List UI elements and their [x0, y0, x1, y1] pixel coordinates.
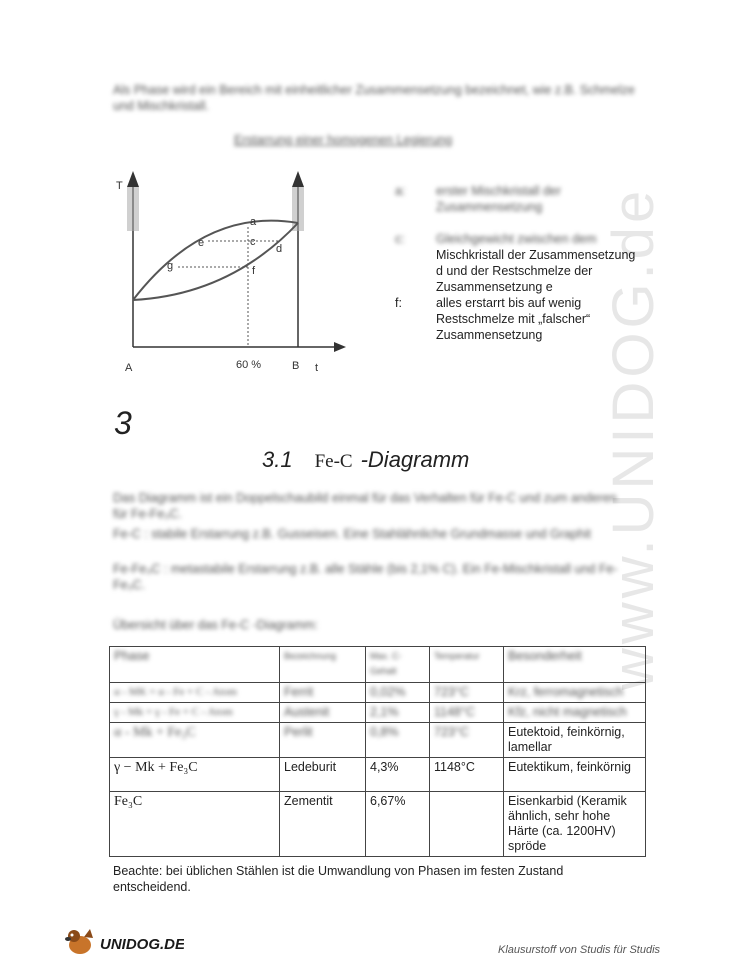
- solidus-curve: [133, 223, 298, 300]
- header-carbon: Max. C-Gehalt: [366, 647, 430, 683]
- body-paragraph-3: Fe-Fe₃C : metastabile Erstarrung z.B. alle Stähle (bis 2,1% C). Ein Fe-Mischkristall und Fe-Fe₃C.: [113, 562, 618, 592]
- right-axis-arrow: [292, 171, 304, 187]
- legend-f-key: f:: [395, 296, 402, 310]
- cell-phase: γ − Mk + Fe₃C: [110, 758, 280, 792]
- footer-tagline: Klausurstoff von Studis für Studis: [498, 944, 661, 956]
- cell-temperature: 723°C: [430, 723, 504, 758]
- cell-carbon: 6,67%: [366, 792, 430, 857]
- dog-logo-icon: [64, 925, 184, 959]
- section-number: 3.1: [262, 447, 293, 472]
- watermark: www.UNIDOG.de: [601, 186, 666, 690]
- liquidus-curve: [133, 221, 298, 300]
- left-axis-shadow: [127, 187, 139, 231]
- cell-phase: α - Mk + Fe₃C: [110, 723, 280, 758]
- cell-feature: Kfz, nicht magnetisch: [504, 703, 646, 723]
- legend-a-text: erster Mischkristall der Zusammensetzung: [436, 184, 562, 214]
- label-g: g: [167, 260, 174, 272]
- cell-feature: Eutektikum, feinkörnig: [504, 758, 646, 792]
- cell-designation: Zementit: [280, 792, 366, 857]
- intro-text: Als Phase wird ein Bereich mit einheitlicher Zusammensetzung bezeichnet, wie z.B. Schmelze und Mischkristall.: [113, 83, 635, 113]
- legend-a-key: a:: [395, 184, 406, 198]
- note-text: Beachte: bei üblichen Stählen ist die Umwandlung von Phasen im festen Zustand entscheidend.: [113, 864, 564, 894]
- cell-phase: α - MK = α - Fe + C - Atom: [110, 683, 280, 703]
- label-a-point: a: [250, 216, 257, 228]
- overview-heading: Übersicht über das Fe-C -Diagramm:: [113, 618, 318, 632]
- cell-temperature: 1148°C: [430, 703, 504, 723]
- header-designation: Bezeichnung: [280, 647, 366, 683]
- legend-c-text-blurred: Gleichgewicht zwischen dem: [436, 232, 597, 246]
- unidog-logo[interactable]: [64, 925, 184, 964]
- cell-carbon: 0,8%: [366, 723, 430, 758]
- cell-temperature: 1148°C: [430, 758, 504, 792]
- diagram-title: Erstarrung einer homogenen Legierung: [234, 133, 453, 147]
- label-b: B: [292, 360, 300, 372]
- label-e: e: [198, 237, 205, 249]
- body-paragraph-1: Das Diagramm ist ein Doppelschaubild einmal für das Verhalten für Fe-C und zum anderen für Fe-Fe₃C.: [113, 491, 617, 521]
- cell-designation: Ledeburit: [280, 758, 366, 792]
- body-paragraph-2: Fe-C : stabile Erstarrung z.B. Gusseisen. Eine Stahlähnliche Grundmasse und Graphit: [113, 527, 592, 541]
- time-axis-arrow: [334, 342, 346, 352]
- cell-carbon: 2,1%: [366, 703, 430, 723]
- time-axis-label: t: [315, 362, 319, 374]
- label-a: A: [125, 362, 133, 374]
- legend-c-text: Mischkristall der Zusammensetzung d und der Restschmelze der Zusammensetzung e: [436, 248, 636, 294]
- header-phase: Phase: [110, 647, 280, 683]
- chapter-number: 3: [114, 405, 132, 441]
- label-f: f: [252, 265, 256, 277]
- cell-phase: γ - Mk = γ - Fe + C - Atom: [110, 703, 280, 723]
- cell-designation: Ferrit: [280, 683, 366, 703]
- label-percent: 60 %: [236, 359, 262, 371]
- cell-carbon: 0,02%: [366, 683, 430, 703]
- cell-feature: Eutektoid, feinkörnig, lamellar: [504, 723, 646, 758]
- table-row: [110, 683, 646, 703]
- section-title: [262, 447, 469, 473]
- header-temperature: Temperatur: [430, 647, 504, 683]
- cell-designation: Perlit: [280, 723, 366, 758]
- table-row: [110, 703, 646, 723]
- label-d: d: [276, 243, 283, 255]
- cell-carbon: 4,3%: [366, 758, 430, 792]
- legend-c-key: c:: [395, 232, 405, 246]
- section-title-text: -Diagramm: [360, 447, 470, 472]
- phase-table: [109, 646, 646, 857]
- cell-feature: Eisenkarbid (Keramik ähnlich, sehr hohe Härte (ca. 1200HV) spröde: [504, 792, 646, 857]
- cell-feature: Krz, ferromagnetisch: [504, 683, 646, 703]
- label-c: c: [250, 236, 256, 248]
- t-axis-label: T: [116, 180, 123, 192]
- solidification-diagram: [110, 165, 355, 380]
- table-row: [110, 723, 646, 758]
- cell-designation: Austenit: [280, 703, 366, 723]
- table-row: [110, 758, 646, 792]
- logo-text: UNIDOG.DE: [100, 936, 184, 953]
- legend-f-text: alles erstarrt bis auf wenig Restschmelze mit „falscher“ Zusammensetzung: [436, 296, 591, 342]
- cell-phase: Fe₃C: [110, 792, 280, 857]
- table-header-row: [110, 647, 646, 683]
- header-feature: Besonderheit: [504, 647, 646, 683]
- cell-temperature: 723°C: [430, 683, 504, 703]
- left-axis-arrow: [127, 171, 139, 187]
- table-row: [110, 792, 646, 857]
- section-fec: Fe-C: [314, 451, 353, 472]
- cell-temperature: [430, 792, 504, 857]
